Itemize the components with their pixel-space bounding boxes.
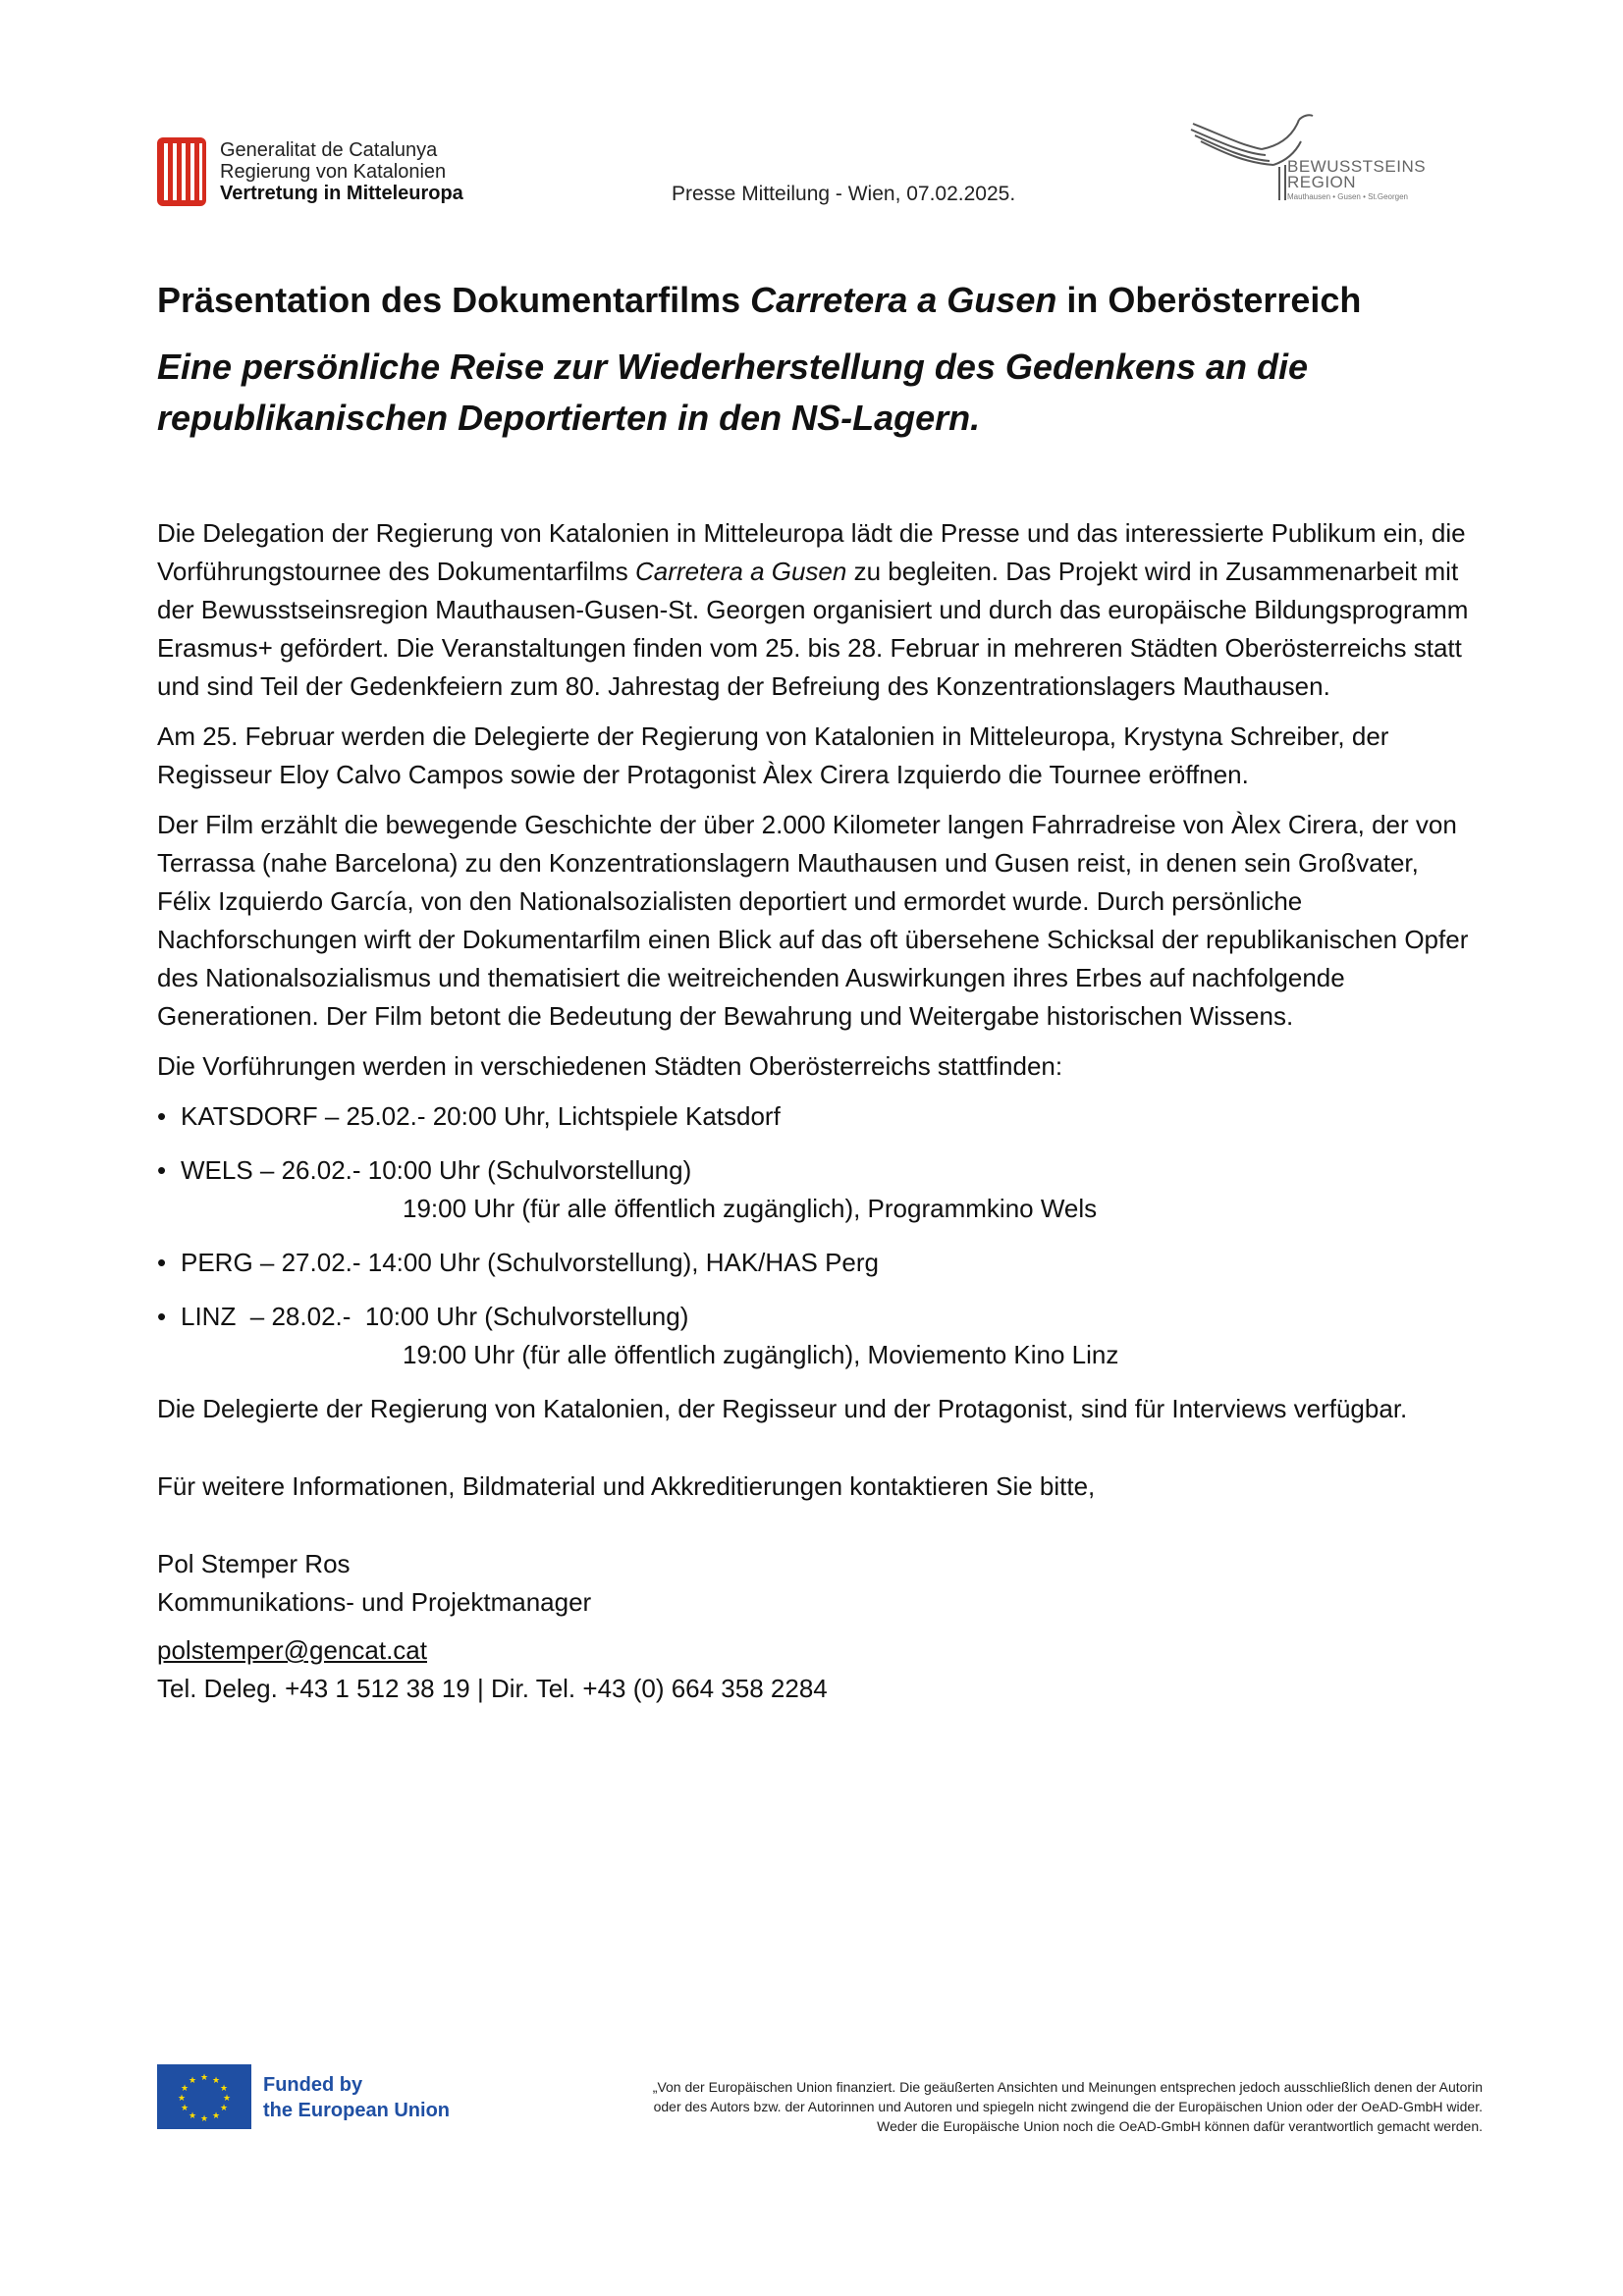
title-post: in Oberösterreich (1056, 280, 1362, 320)
screening-line2: 19:00 Uhr (für alle öffentlich zugänglich), Programmkino Wels (403, 1194, 1098, 1223)
bewusstseinsregion-logo-line2: REGION (1287, 173, 1357, 191)
eu-disclaimer-line3: Weder die Europäische Union noch die OeAD-GmbH können dafür verantwortlich gemacht werden. (877, 2118, 1483, 2134)
contact-block (157, 1545, 1478, 1708)
gencat-logo-text (220, 139, 463, 204)
eu-disclaimer-line2: oder des Autors bzw. der Autorinnen und Autoren und spiegeln nicht zwingend die der Europäischen Union oder der OeAD-GmbH wider. (653, 2099, 1483, 2114)
svg-text:★: ★ (188, 2076, 197, 2086)
screening-item-linz (157, 1298, 1478, 1374)
screening-item-wels (157, 1151, 1478, 1228)
screening-item-katsdorf (157, 1097, 1478, 1136)
contact-role: Kommunikations- und Projektmanager (157, 1587, 592, 1617)
contact-phones: Tel. Deleg. +43 1 512 38 19 | Dir. Tel. +43 (0) 664 358 2284 (157, 1674, 828, 1703)
gencat-logo-line3: Vertretung in Mitteleuropa (220, 183, 463, 204)
svg-text:★: ★ (219, 2104, 229, 2113)
eu-funding-line2: the European Union (263, 2100, 450, 2121)
screening-line2: 19:00 Uhr (für alle öffentlich zugänglich), Moviemento Kino Linz (403, 1340, 1119, 1369)
page-title (157, 280, 1361, 321)
svg-text:★: ★ (219, 2084, 229, 2094)
bewusstseinsregion-logo-text (1287, 159, 1426, 190)
svg-text:★: ★ (199, 2114, 209, 2124)
title-film: Carretera a Gusen (750, 280, 1057, 320)
bewusstseinsregion-logo-line1: BEWUSSTSEINS (1287, 157, 1427, 176)
paragraph-opening: Am 25. Februar werden die Delegierte der Regierung von Katalonien in Mitteleuropa, Krystyna Schreiber, der Regisseur Eloy Calvo Campos sowie der Protagonist Àlex Cirera Izquierdo die Tournee eröffnen. (157, 721, 1389, 789)
paragraph-intro-pre: Die Delegation der Regierung von Katalonien in Mitteleuropa lädt die Presse und das interessierte Publikum ein, die Vorführungstournee des Dokumentarfilms (157, 518, 1466, 586)
eu-funding-line1: Funded by (263, 2074, 363, 2096)
svg-text:★: ★ (188, 2111, 197, 2121)
catalan-flag-icon (157, 137, 206, 206)
gencat-logo-line1: Generalitat de Catalunya (220, 139, 438, 161)
gencat-logo-line2: Regierung von Katalonien (220, 161, 447, 183)
paragraph-contact-request: Für weitere Informationen, Bildmaterial und Akkreditierungen kontaktieren Sie bitte, (157, 1471, 1096, 1501)
svg-text:★: ★ (180, 2104, 189, 2113)
bullet-icon: • (157, 1101, 167, 1131)
svg-text:★: ★ (222, 2094, 232, 2104)
bewusstseinsregion-logo-tagline: Mauthausen • Gusen • St.Georgen (1287, 192, 1409, 201)
paragraph-interviews: Die Delegierte der Regierung von Katalonien, der Regisseur und der Protagonist, sind für Interviews verfügbar. (157, 1394, 1408, 1423)
contact-name: Pol Stemper Ros (157, 1549, 351, 1578)
eu-disclaimer (511, 2077, 1483, 2136)
bullet-icon: • (157, 1155, 167, 1185)
bullet-icon: • (157, 1302, 167, 1331)
svg-text:★: ★ (199, 2073, 209, 2083)
screening-line1: WELS – 26.02.- 10:00 Uhr (Schulvorstellung) (181, 1155, 692, 1185)
gencat-logo (157, 137, 511, 206)
press-dateline: Presse Mitteilung - Wien, 07.02.2025. (672, 183, 1016, 205)
paragraph-film-story: Der Film erzählt die bewegende Geschichte der über 2.000 Kilometer langen Fahrradreise von Àlex Cirera, der von Terrassa (nahe Barcelona) zu den Konzentrationslagern Mauthausen und Gusen reist, in denen sein Großvater, Félix Izquierdo García, von den Nationalsozialisten deportiert und ermordet wurde. Durch persönliche Nachforschungen wirft der Dokumentarfilm einen Blick auf das oft übersehene Schicksal der republikanischen Opfer des Nationalsozialismus und thematisiert die weitreichenden Auswirkungen ihres Erbes auf nachfolgende Generationen. Der Film betont die Bedeutung der Bewahrung und Weitergabe historischen Wissens. (157, 810, 1469, 1031)
svg-text:★: ★ (177, 2094, 187, 2104)
page-subtitle: Eine persönliche Reise zur Wiederherstellung des Gedenkens an die republikanischen Deportierten in den NS-Lagern. (157, 347, 1309, 438)
bullet-icon: • (157, 1248, 167, 1277)
paragraph-intro (157, 514, 1478, 706)
svg-text:★: ★ (211, 2076, 221, 2086)
press-release-body (157, 514, 1478, 1708)
paragraph-intro-film: Carretera a Gusen (635, 557, 847, 586)
bewusstseinsregion-logo (1183, 106, 1427, 204)
contact-email-link[interactable]: polstemper@gencat.cat (157, 1635, 427, 1665)
eu-flag-icon (157, 2064, 251, 2129)
eu-funding-logo (157, 2064, 471, 2135)
screening-line1: LINZ – 28.02.- 10:00 Uhr (Schulvorstellung) (181, 1302, 689, 1331)
title-pre: Präsentation des Dokumentarfilms (157, 280, 751, 320)
screening-item-perg (157, 1244, 1478, 1282)
svg-text:★: ★ (211, 2111, 221, 2121)
screening-line1: KATSDORF – 25.02.- 20:00 Uhr, Lichtspiele Katsdorf (181, 1101, 781, 1131)
eu-funding-text (263, 2072, 450, 2123)
eu-disclaimer-line1: „Von der Europäischen Union finanziert. Die geäußerten Ansichten und Meinungen entsprechen jedoch ausschließlich denen der Autorin (652, 2079, 1483, 2095)
paragraph-intro-post: zu begleiten. Das Projekt wird in Zusammenarbeit mit der Bewusstseinsregion Mauthausen-Gusen-St. Georgen organisiert und durch das europäische Bildungsprogramm Erasmus+ gefördert. Die Veranstaltungen finden vom 25. bis 28. Februar in mehreren Städten Oberösterreichs statt und sind Teil der Gedenkfeiern zum 80. Jahrestag der Befreiung des Konzentrationslagers Mauthausen. (157, 557, 1469, 701)
screening-line1: PERG – 27.02.- 14:00 Uhr (Schulvorstellung), HAK/HAS Perg (181, 1248, 879, 1277)
svg-text:★: ★ (180, 2084, 189, 2094)
screening-list (157, 1097, 1478, 1374)
paragraph-screenings-intro: Die Vorführungen werden in verschiedenen Städten Oberösterreichs stattfinden: (157, 1051, 1063, 1081)
